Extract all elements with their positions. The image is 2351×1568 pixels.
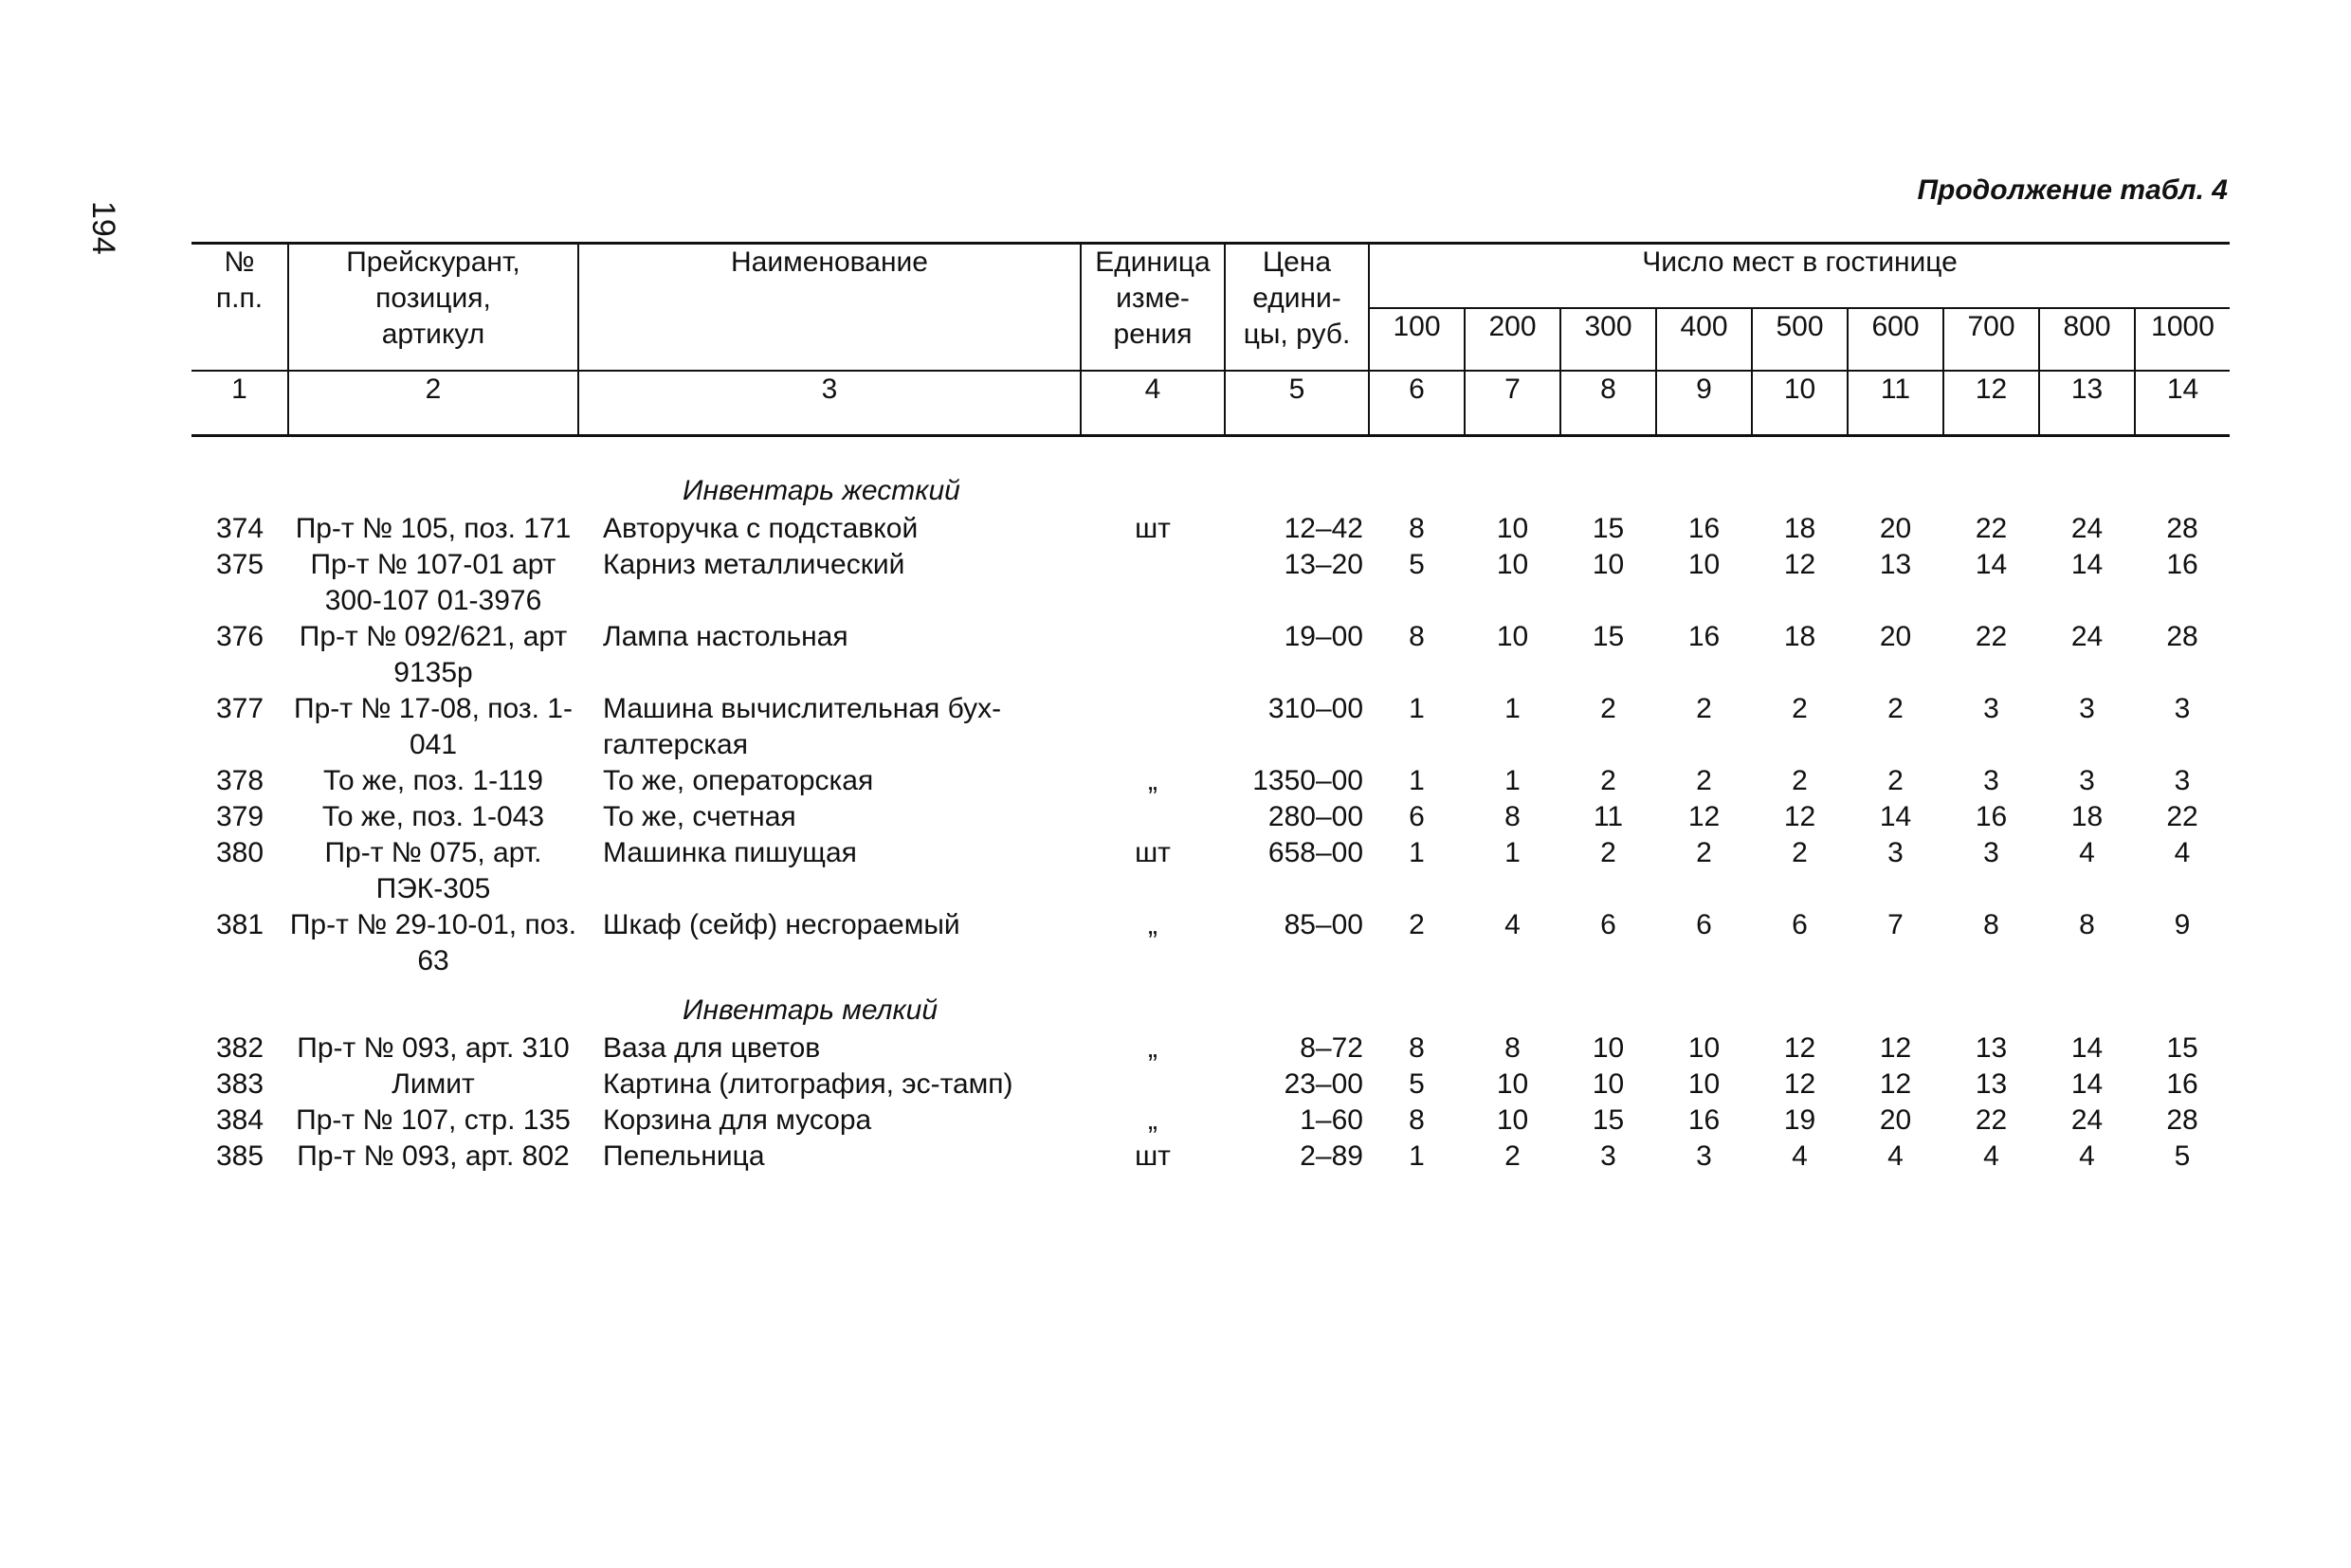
row-quantity: 2 <box>1504 1140 1521 1172</box>
row-pricelist-ref: Пр-т № 093, арт. 802 <box>297 1140 570 1172</box>
row-quantity: 24 <box>2070 621 2104 652</box>
row-quantity: 16 <box>1975 801 2008 832</box>
row-number: 385 <box>215 1140 264 1172</box>
row-quantity: 3 <box>1887 837 1904 868</box>
row-pricelist-ref: Пр-т № 105, поз. 171 <box>295 513 572 544</box>
header-unit: Единица изме- рения <box>1081 244 1225 372</box>
row-quantity: 2 <box>1696 837 1712 868</box>
row-quantity: 14 <box>1975 549 2008 580</box>
row-quantity: 18 <box>1783 513 1816 544</box>
row-pricelist-ref: Пр-т № 107-01 арт 300-107 01-3976 <box>310 549 556 616</box>
row-quantity: 2 <box>1600 693 1616 724</box>
row-quantity: 13 <box>1975 1068 2008 1100</box>
row-price: 8–72 <box>1300 1032 1363 1064</box>
table-row <box>191 619 2230 691</box>
header-capacity: 600 <box>1848 308 1943 371</box>
row-quantity: 3 <box>1983 837 1999 868</box>
row-quantity: 10 <box>1496 513 1529 544</box>
row-quantity: 12 <box>1879 1032 1912 1064</box>
row-quantity: 11 <box>1593 801 1624 832</box>
row-quantity: 2 <box>1409 909 1425 940</box>
section-row <box>191 460 2230 511</box>
header-num: № п.п. <box>191 244 288 372</box>
row-unit: „ <box>1148 765 1157 796</box>
row-quantity: 10 <box>1496 1068 1529 1100</box>
row-quantity: 12 <box>1783 801 1816 832</box>
table-row <box>191 907 2230 979</box>
row-quantity: 28 <box>2166 1104 2198 1136</box>
row-number: 384 <box>215 1104 264 1136</box>
row-quantity: 15 <box>1592 513 1625 544</box>
header-column-number: 7 <box>1465 371 1560 436</box>
row-quantity: 6 <box>1792 909 1808 940</box>
row-quantity: 8 <box>1409 513 1425 544</box>
row-quantity: 14 <box>2070 549 2104 580</box>
row-price: 280–00 <box>1267 801 1363 832</box>
row-quantity: 15 <box>2166 1032 2198 1064</box>
row-name: Шкаф (сейф) несгораемый <box>603 909 960 940</box>
row-name: Картина (литография, эс-тамп) <box>603 1068 1013 1100</box>
row-quantity: 3 <box>2174 765 2191 796</box>
row-quantity: 10 <box>1496 549 1529 580</box>
row-quantity: 3 <box>1600 1140 1616 1172</box>
row-quantity: 16 <box>1687 1104 1721 1136</box>
row-unit <box>1081 1067 1225 1103</box>
header-column-number: 1 <box>191 371 288 436</box>
row-price: 12–42 <box>1284 513 1363 544</box>
row-quantity: 8 <box>1504 801 1521 832</box>
row-quantity: 7 <box>1887 909 1904 940</box>
table-row <box>191 763 2230 799</box>
row-number: 375 <box>215 549 264 580</box>
row-price: 1–60 <box>1300 1104 1363 1136</box>
row-name: Авторучка с подставкой <box>603 513 919 544</box>
row-unit: „ <box>1148 1032 1157 1064</box>
row-quantity: 4 <box>2174 837 2191 868</box>
row-quantity: 5 <box>2174 1140 2191 1172</box>
row-quantity: 10 <box>1496 1104 1529 1136</box>
row-quantity: 3 <box>1983 693 1999 724</box>
row-quantity: 15 <box>1592 1104 1625 1136</box>
row-unit: шт <box>1135 1140 1171 1172</box>
row-number: 381 <box>215 909 264 940</box>
row-unit: шт <box>1135 837 1171 868</box>
row-quantity: 16 <box>2166 1068 2198 1100</box>
row-unit <box>1081 619 1225 691</box>
header-capacity: 800 <box>2039 308 2135 371</box>
header-column-number: 13 <box>2039 371 2135 436</box>
row-quantity: 22 <box>1975 513 2008 544</box>
table-row <box>191 1139 2230 1175</box>
row-quantity: 5 <box>1409 1068 1425 1100</box>
row-quantity: 12 <box>1687 801 1721 832</box>
header-pricelist: Прейскурант, позиция, артикул <box>288 244 578 372</box>
table-row <box>191 1103 2230 1139</box>
row-quantity: 14 <box>2070 1068 2104 1100</box>
row-quantity: 20 <box>1879 1104 1912 1136</box>
row-quantity: 2 <box>1887 693 1904 724</box>
row-unit <box>1081 691 1225 763</box>
row-quantity: 10 <box>1592 549 1625 580</box>
section-row <box>191 979 2230 1030</box>
row-quantity: 1 <box>1409 765 1425 796</box>
section-title: Инвентарь мелкий <box>683 994 939 1026</box>
row-quantity: 1 <box>1409 837 1425 868</box>
row-quantity: 15 <box>1592 621 1625 652</box>
row-number: 380 <box>215 837 264 868</box>
row-quantity: 1 <box>1504 693 1521 724</box>
row-price: 19–00 <box>1284 621 1363 652</box>
row-quantity: 8 <box>1409 1032 1425 1064</box>
header-capacity: 200 <box>1465 308 1560 371</box>
row-quantity: 12 <box>1879 1068 1912 1100</box>
header-column-number: 4 <box>1081 371 1225 436</box>
row-unit <box>1081 547 1225 619</box>
header-column-number: 12 <box>1943 371 2039 436</box>
row-quantity: 4 <box>1887 1140 1904 1172</box>
header-column-number: 9 <box>1656 371 1752 436</box>
row-name: То же, операторская <box>603 765 874 796</box>
row-quantity: 19 <box>1783 1104 1816 1136</box>
header-column-number: 2 <box>288 371 578 436</box>
row-quantity: 28 <box>2166 621 2198 652</box>
row-quantity: 10 <box>1592 1068 1625 1100</box>
table-row <box>191 547 2230 619</box>
row-quantity: 8 <box>1409 1104 1425 1136</box>
row-quantity: 3 <box>1983 765 1999 796</box>
row-quantity: 22 <box>1975 621 2008 652</box>
row-quantity: 13 <box>1975 1032 2008 1064</box>
row-number: 378 <box>215 765 264 796</box>
header-capacity: 300 <box>1560 308 1656 371</box>
header-column-number: 6 <box>1369 371 1465 436</box>
row-pricelist-ref: Пр-т № 093, арт. 310 <box>297 1032 570 1064</box>
row-name: Карниз металлический <box>603 549 905 580</box>
header-capacity: 500 <box>1752 308 1848 371</box>
row-quantity: 22 <box>1975 1104 2008 1136</box>
row-quantity: 6 <box>1696 909 1712 940</box>
header-column-number: 11 <box>1848 371 1943 436</box>
row-quantity: 18 <box>1783 621 1816 652</box>
row-unit: „ <box>1148 909 1157 940</box>
row-quantity: 24 <box>2070 1104 2104 1136</box>
header-capacity: 400 <box>1656 308 1752 371</box>
row-quantity: 4 <box>1792 1140 1808 1172</box>
row-quantity: 16 <box>1687 513 1721 544</box>
row-unit: „ <box>1148 1104 1157 1136</box>
row-quantity: 2 <box>1696 693 1712 724</box>
row-quantity: 6 <box>1409 801 1425 832</box>
row-pricelist-ref: Пр-т № 092/621, арт 9135р <box>299 621 568 688</box>
row-quantity: 3 <box>1696 1140 1712 1172</box>
row-pricelist-ref: Лимит <box>392 1068 475 1100</box>
row-quantity: 10 <box>1496 621 1529 652</box>
row-quantity: 1 <box>1409 1140 1425 1172</box>
row-quantity: 1 <box>1504 837 1521 868</box>
row-quantity: 4 <box>2079 1140 2095 1172</box>
row-quantity: 4 <box>1504 909 1521 940</box>
row-quantity: 22 <box>2166 801 2198 832</box>
row-quantity: 4 <box>2079 837 2095 868</box>
row-unit: шт <box>1135 513 1171 544</box>
row-pricelist-ref: То же, поз. 1-043 <box>321 801 545 832</box>
row-quantity: 14 <box>1879 801 1912 832</box>
row-quantity: 3 <box>2079 765 2095 796</box>
row-number: 383 <box>215 1068 264 1100</box>
row-name: Пепельница <box>603 1140 765 1172</box>
row-quantity: 10 <box>1687 1032 1721 1064</box>
row-name: Машина вычислительная бух-галтерская <box>603 693 1002 760</box>
row-quantity: 3 <box>2174 693 2191 724</box>
row-name: Лампа настольная <box>603 621 848 652</box>
table-row <box>191 799 2230 835</box>
row-quantity: 14 <box>2070 1032 2104 1064</box>
row-price: 1350–00 <box>1252 765 1363 796</box>
row-quantity: 10 <box>1687 1068 1721 1100</box>
row-quantity: 12 <box>1783 1032 1816 1064</box>
row-quantity: 2 <box>1887 765 1904 796</box>
table-row <box>191 835 2230 907</box>
row-quantity: 5 <box>1409 549 1425 580</box>
row-price: 658–00 <box>1267 837 1363 868</box>
table-continuation-label: Продолжение табл. 4 <box>1917 174 2228 206</box>
row-quantity: 18 <box>2070 801 2104 832</box>
table-row <box>191 691 2230 763</box>
row-quantity: 8 <box>1504 1032 1521 1064</box>
row-number: 382 <box>215 1032 264 1064</box>
row-pricelist-ref: Пр-т № 29-10-01, поз. 63 <box>289 909 577 976</box>
row-quantity: 2 <box>1600 837 1616 868</box>
table-body <box>191 436 2230 1176</box>
row-quantity: 1 <box>1409 693 1425 724</box>
row-quantity: 3 <box>2079 693 2095 724</box>
row-number: 379 <box>215 801 264 832</box>
row-quantity: 8 <box>2079 909 2095 940</box>
header-places: Число мест в гостинице <box>1369 244 2230 309</box>
row-quantity: 2 <box>1600 765 1616 796</box>
row-quantity: 8 <box>1409 621 1425 652</box>
row-quantity: 2 <box>1792 693 1808 724</box>
row-quantity: 2 <box>1792 837 1808 868</box>
table-row <box>191 511 2230 547</box>
row-number: 376 <box>215 621 264 652</box>
row-quantity: 16 <box>2166 549 2198 580</box>
row-price: 85–00 <box>1284 909 1363 940</box>
header-capacity: 700 <box>1943 308 2039 371</box>
inventory-table <box>191 242 2230 1175</box>
row-price: 310–00 <box>1267 693 1363 724</box>
row-unit <box>1081 799 1225 835</box>
row-quantity: 13 <box>1879 549 1912 580</box>
row-quantity: 16 <box>1687 621 1721 652</box>
row-price: 13–20 <box>1284 549 1363 580</box>
row-pricelist-ref: Пр-т № 17-08, поз. 1-041 <box>294 693 573 760</box>
header-column-number: 8 <box>1560 371 1656 436</box>
row-price: 2–89 <box>1300 1140 1363 1172</box>
row-quantity: 24 <box>2070 513 2104 544</box>
table-row <box>191 1067 2230 1103</box>
header-column-numbers <box>191 371 2230 436</box>
row-quantity: 2 <box>1792 765 1808 796</box>
row-number: 374 <box>215 513 264 544</box>
row-quantity: 12 <box>1783 549 1816 580</box>
header-column-number: 10 <box>1752 371 1848 436</box>
row-quantity: 20 <box>1879 621 1912 652</box>
row-quantity: 1 <box>1504 765 1521 796</box>
header-capacity: 1000 <box>2135 308 2230 371</box>
page-number: 194 <box>85 201 121 255</box>
header-capacity: 100 <box>1369 308 1465 371</box>
header-price: Цена едини- цы, руб. <box>1225 244 1369 372</box>
row-quantity: 10 <box>1687 549 1721 580</box>
row-quantity: 8 <box>1983 909 1999 940</box>
row-quantity: 9 <box>2174 909 2191 940</box>
row-name: То же, счетная <box>603 801 796 832</box>
row-quantity: 4 <box>1983 1140 1999 1172</box>
row-quantity: 10 <box>1592 1032 1625 1064</box>
table-header <box>191 244 2230 436</box>
row-quantity: 12 <box>1783 1068 1816 1100</box>
row-pricelist-ref: Пр-т № 107, стр. 135 <box>296 1104 571 1136</box>
row-name: Ваза для цветов <box>603 1032 821 1064</box>
header-name: Наименование <box>578 244 1081 372</box>
row-number: 377 <box>215 693 264 724</box>
row-quantity: 20 <box>1879 513 1912 544</box>
row-pricelist-ref: Пр-т № 075, арт. ПЭК-305 <box>324 837 542 904</box>
table-row <box>191 1030 2230 1067</box>
row-name: Машинка пишущая <box>603 837 857 868</box>
header-column-number: 14 <box>2135 371 2230 436</box>
row-name: Корзина для мусора <box>603 1104 872 1136</box>
row-pricelist-ref: То же, поз. 1-119 <box>323 765 543 796</box>
header-column-number: 5 <box>1225 371 1369 436</box>
section-title: Инвентарь жесткий <box>683 475 960 506</box>
row-quantity: 6 <box>1600 909 1616 940</box>
row-quantity: 2 <box>1696 765 1712 796</box>
header-column-number: 3 <box>578 371 1081 436</box>
row-price: 23–00 <box>1284 1068 1363 1100</box>
row-quantity: 28 <box>2166 513 2198 544</box>
